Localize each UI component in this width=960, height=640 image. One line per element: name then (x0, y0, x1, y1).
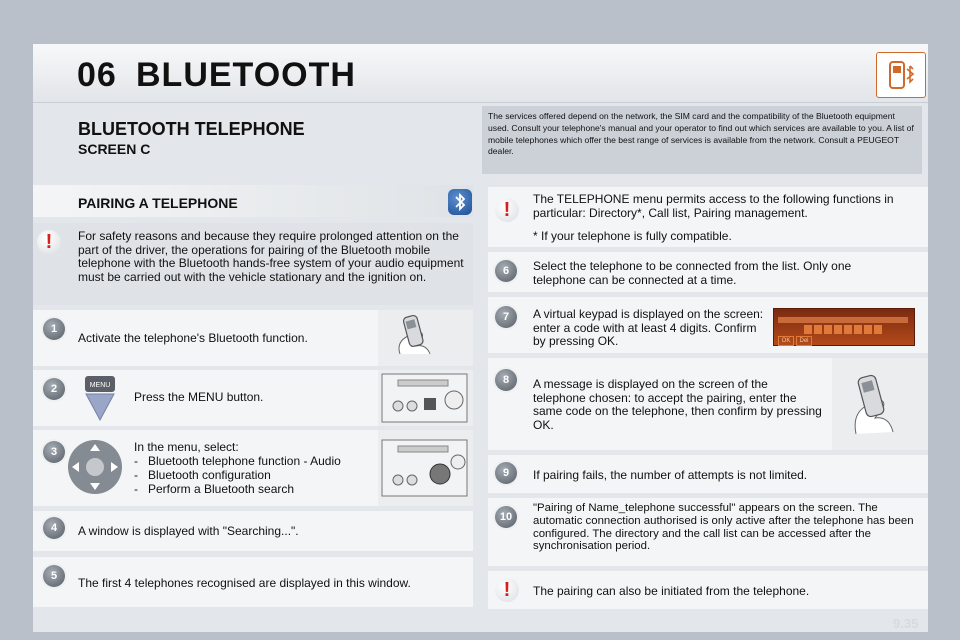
step-6-text: Select the telephone to be connected from the list. Only one telephone can be connected at a time. (533, 259, 852, 287)
pairing-title: PAIRING A TELEPHONE (78, 195, 238, 211)
warning-icon: ! (495, 198, 519, 222)
step-4-text: A window is displayed with "Searching...". (78, 524, 299, 538)
step-3-option-dash: - (134, 468, 138, 482)
bluetooth-icon (448, 189, 472, 215)
step-3-option: Perform a Bluetooth search (148, 482, 295, 496)
keypad-del-key: Del (796, 336, 812, 346)
section-subtitle: SCREEN C (78, 141, 151, 157)
step-number: 9 (495, 462, 517, 484)
step-9-text: If pairing fails, the number of attempts is not limited. (533, 468, 808, 482)
menu-button-illustration (80, 372, 120, 424)
compatibility-footnote: * If your telephone is fully compatible. (533, 229, 732, 243)
step-2-text: Press the MENU button. (134, 390, 264, 404)
keypad-ok-key: OK (778, 336, 794, 346)
step-number: 10 (495, 506, 517, 528)
safety-warning-text: For safety reasons and because they require prolonged attention on the part of the driver, the operations for pairing of the Bluetooth mobile telephone with the Bluetooth hands-free system of your audio equipment must be carried out with the vehicle stationary and the ignition on. (78, 229, 464, 284)
step-number: 1 (43, 318, 65, 340)
warning-icon: ! (495, 578, 519, 602)
step-number: 4 (43, 517, 65, 539)
section-title: BLUETOOTH TELEPHONE (78, 119, 305, 139)
step-number: 3 (43, 441, 65, 463)
step-3-option: Bluetooth configuration (148, 468, 271, 482)
warning-icon: ! (37, 230, 61, 254)
step-10-text: "Pairing of Name_telephone successful" appears on the screen. The automatic connection authorised is only active after the telephone has been configured. The directory and the call list can be accessed after the synchronisation period. (533, 502, 914, 553)
step-number: 2 (43, 378, 65, 400)
telephone-menu-note: The TELEPHONE menu permits access to the following functions in particular: Directory*, Call list, Pairing management. (533, 192, 894, 220)
step-1-text: Activate the telephone's Bluetooth function. (78, 331, 308, 345)
step-number: 5 (43, 565, 65, 587)
step-number: 7 (495, 306, 517, 328)
step-3-option-dash: - (134, 482, 138, 496)
step-3-intro: In the menu, select: (134, 440, 239, 454)
final-note: The pairing can also be initiated from the telephone. (533, 584, 810, 598)
step-3-option: Bluetooth telephone function - Audio (148, 454, 341, 468)
phone-in-hand-illustration (378, 310, 473, 366)
radio-panel-illustration (378, 370, 473, 426)
step-8-text: A message is displayed on the screen of the telephone chosen: to accept the pairing, enter the same code on the telephone, then confirm by pressing OK. (533, 377, 822, 432)
step-number: 6 (495, 260, 517, 282)
menu-button-label: MENU (89, 382, 111, 389)
step-3-option-dash: - (134, 454, 138, 468)
step-7-text: A virtual keypad is displayed on the screen: enter a code with at least 4 digits. Confirm by pressing OK. (533, 307, 764, 349)
radio-panel-illustration (378, 430, 473, 506)
chapter-number: 06 (77, 56, 117, 94)
services-note: The services offered depend on the network, the SIM card and the compatibility of the Bluetooth equipment used. Consult your telephone's manual and your operator to find out which services are available to you. A list of mobile telephones which offer the best range of services is available from the network. Consult a PEUGEOT dealer. (482, 106, 922, 174)
virtual-keypad-screen (773, 308, 915, 346)
bluetooth-phone-icon (876, 52, 926, 98)
step-5-text: The first 4 telephones recognised are displayed in this window. (78, 576, 411, 590)
page-number: 9.35 (893, 616, 919, 631)
step-number: 8 (495, 369, 517, 391)
chapter-title: BLUETOOTH (136, 56, 356, 94)
phone-in-hand-illustration (832, 358, 928, 450)
joystick-illustration (66, 438, 124, 496)
